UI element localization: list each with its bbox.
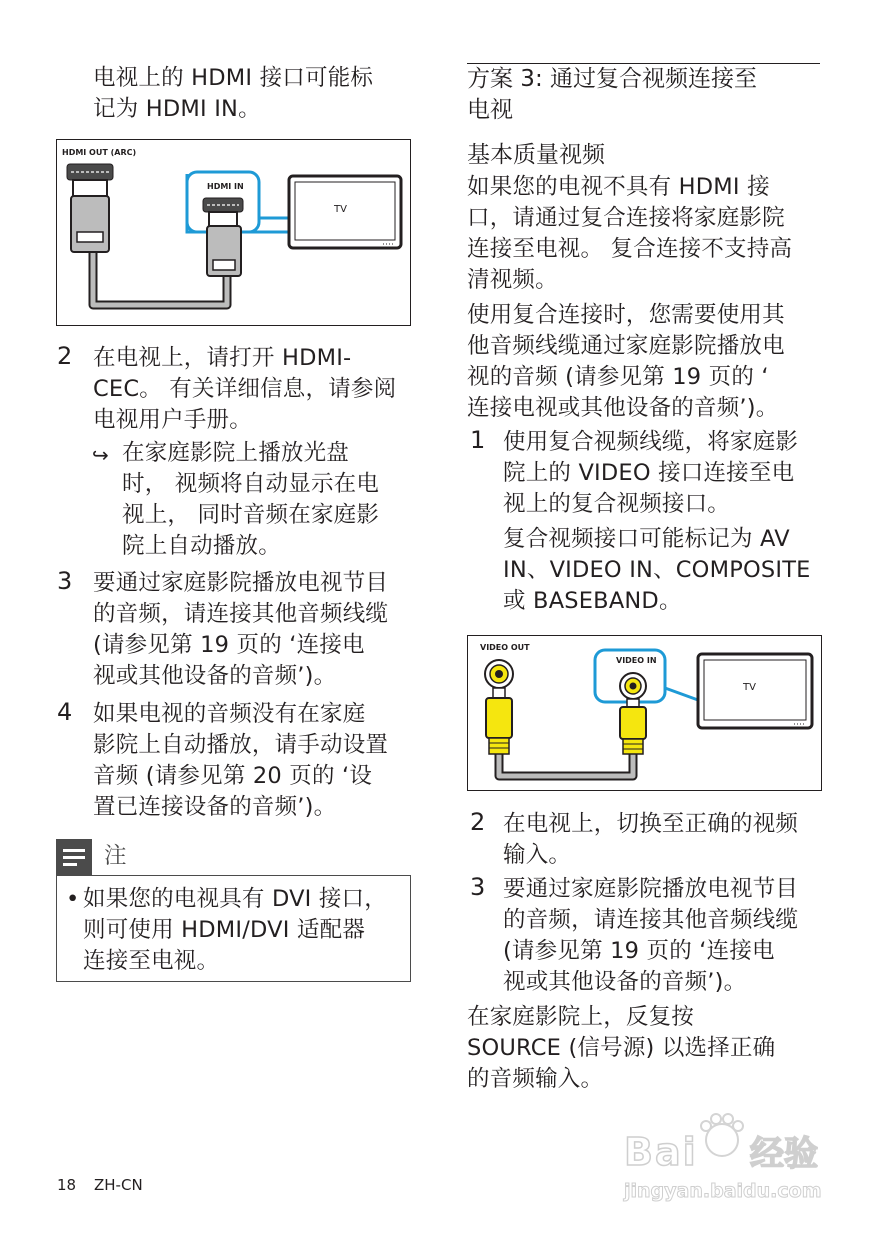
step-2-line-3: 电视用户手册。 — [93, 407, 252, 433]
page-number: 18 — [57, 1176, 77, 1194]
right-step-1-line-1: 使用复合视频线缆，将家庭影 — [503, 429, 799, 455]
para2-line-4: 连接电视或其他设备的音频’)。 — [467, 395, 779, 421]
para1-line-1: 如果您的电视不具有 HDMI 接 — [467, 174, 770, 200]
right-step-number-3: 3 — [470, 873, 486, 901]
step-4-line-1: 如果电视的音频没有在家庭 — [93, 701, 366, 727]
step-4-line-3: 音频 (请参见第 20 页的 ‘设 — [93, 763, 373, 789]
watermark-url: jingyan.baidu.com — [624, 1180, 822, 1202]
step-4-line-2: 影院上自动播放，请手动设置 — [93, 732, 389, 758]
hdmi-connection-diagram — [56, 139, 411, 326]
intro-line-1: 电视上的 HDMI 接口可能标 — [93, 65, 374, 91]
hdmi-in-label: HDMI IN — [207, 182, 244, 191]
right-step-number-1: 1 — [470, 426, 486, 454]
section-title-line-1: 方案 3: 通过复合视频连接至 — [467, 66, 758, 92]
composite-video-diagram — [467, 635, 822, 791]
result-arrow-icon: ↪ — [92, 443, 109, 467]
final-line-3: 的音频输入。 — [467, 1066, 604, 1092]
subheading: 基本质量视频 — [467, 142, 605, 168]
step-4-line-4: 置已连接设备的音频’)。 — [93, 794, 337, 820]
baidu-jingyan-watermark — [622, 1110, 827, 1210]
right-step-1-line-2: 院上的 VIDEO 接口连接至电 — [503, 460, 795, 486]
right-step-2-line-2: 输入。 — [503, 842, 572, 868]
video-out-label: VIDEO OUT — [480, 643, 530, 652]
right-step-3-line-3: (请参见第 19 页的 ‘连接电 — [503, 938, 775, 964]
final-line-2: SOURCE (信号源) 以选择正确 — [467, 1035, 776, 1061]
tv-label: TV — [334, 204, 347, 215]
final-line-1: 在家庭影院上，反复按 — [467, 1004, 695, 1030]
section-title-line-2: 电视 — [467, 97, 513, 123]
intro-line-2: 记为 HDMI IN。 — [93, 96, 261, 122]
step-3-line-1: 要通过家庭影院播放电视节目 — [93, 570, 389, 596]
tv-label-2: TV — [743, 682, 756, 693]
note-header — [56, 839, 410, 875]
language-code: ZH-CN — [94, 1176, 143, 1194]
step-2-line-2: CEC。 有关详细信息，请参阅 — [93, 376, 397, 402]
para1-line-3: 连接至电视。 复合连接不支持高 — [467, 236, 793, 262]
right-step-number-2: 2 — [470, 808, 486, 836]
step-number-3: 3 — [57, 567, 73, 595]
hdmi-out-label: HDMI OUT (ARC) — [62, 148, 137, 157]
step-2-line-1: 在电视上，请打开 HDMI- — [93, 345, 352, 371]
para2-line-3: 视的音频 (请参见第 19 页的 ‘ — [467, 364, 769, 390]
note-box — [56, 875, 411, 982]
para1-line-2: 口，请通过复合连接将家庭影院 — [467, 205, 785, 231]
step-3-line-4: 视或其他设备的音频’)。 — [93, 663, 337, 689]
result-line-1: 在家庭影院上播放光盘 — [122, 440, 350, 466]
note-line-2: 则可使用 HDMI/DVI 适配器 — [83, 917, 366, 943]
note-label: 注 — [104, 843, 127, 869]
right-step-1-sub-2: IN、VIDEO IN、COMPOSITE — [503, 557, 811, 583]
right-step-3-line-4: 视或其他设备的音频’)。 — [503, 969, 747, 995]
result-line-3: 视上， 同时音频在家庭影 — [122, 502, 380, 528]
right-step-1-sub-1: 复合视频接口可能标记为 AV — [503, 526, 790, 552]
para2-line-1: 使用复合连接时，您需要使用其 — [467, 302, 785, 328]
right-step-3-line-1: 要通过家庭影院播放电视节目 — [503, 876, 799, 902]
step-number-2: 2 — [57, 342, 73, 370]
result-line-2: 时， 视频将自动显示在电 — [122, 471, 380, 497]
right-step-2-line-1: 在电视上，切换至正确的视频 — [503, 811, 799, 837]
right-step-3-line-2: 的音频，请连接其他音频线缆 — [503, 907, 799, 933]
para2-line-2: 他音频线缆通过家庭影院播放电 — [467, 333, 785, 359]
watermark-logo-text: Bai — [624, 1130, 698, 1174]
result-line-4: 院上自动播放。 — [122, 533, 281, 559]
step-number-4: 4 — [57, 698, 73, 726]
note-bullet: • — [66, 886, 80, 912]
right-step-1-line-3: 视上的复合视频接口。 — [503, 491, 731, 517]
watermark-logo-cn: 经验 — [750, 1134, 818, 1174]
step-3-line-3: (请参见第 19 页的 ‘连接电 — [93, 632, 365, 658]
video-in-label: VIDEO IN — [616, 656, 657, 665]
note-line-3: 连接至电视。 — [83, 948, 220, 974]
note-lines-icon — [56, 839, 92, 875]
right-step-1-sub-3: 或 BASEBAND。 — [503, 588, 682, 614]
step-3-line-2: 的音频，请连接其他音频线缆 — [93, 601, 389, 627]
para1-line-4: 清视频。 — [467, 267, 558, 293]
note-line-1: 如果您的电视具有 DVI 接口， — [83, 886, 387, 912]
